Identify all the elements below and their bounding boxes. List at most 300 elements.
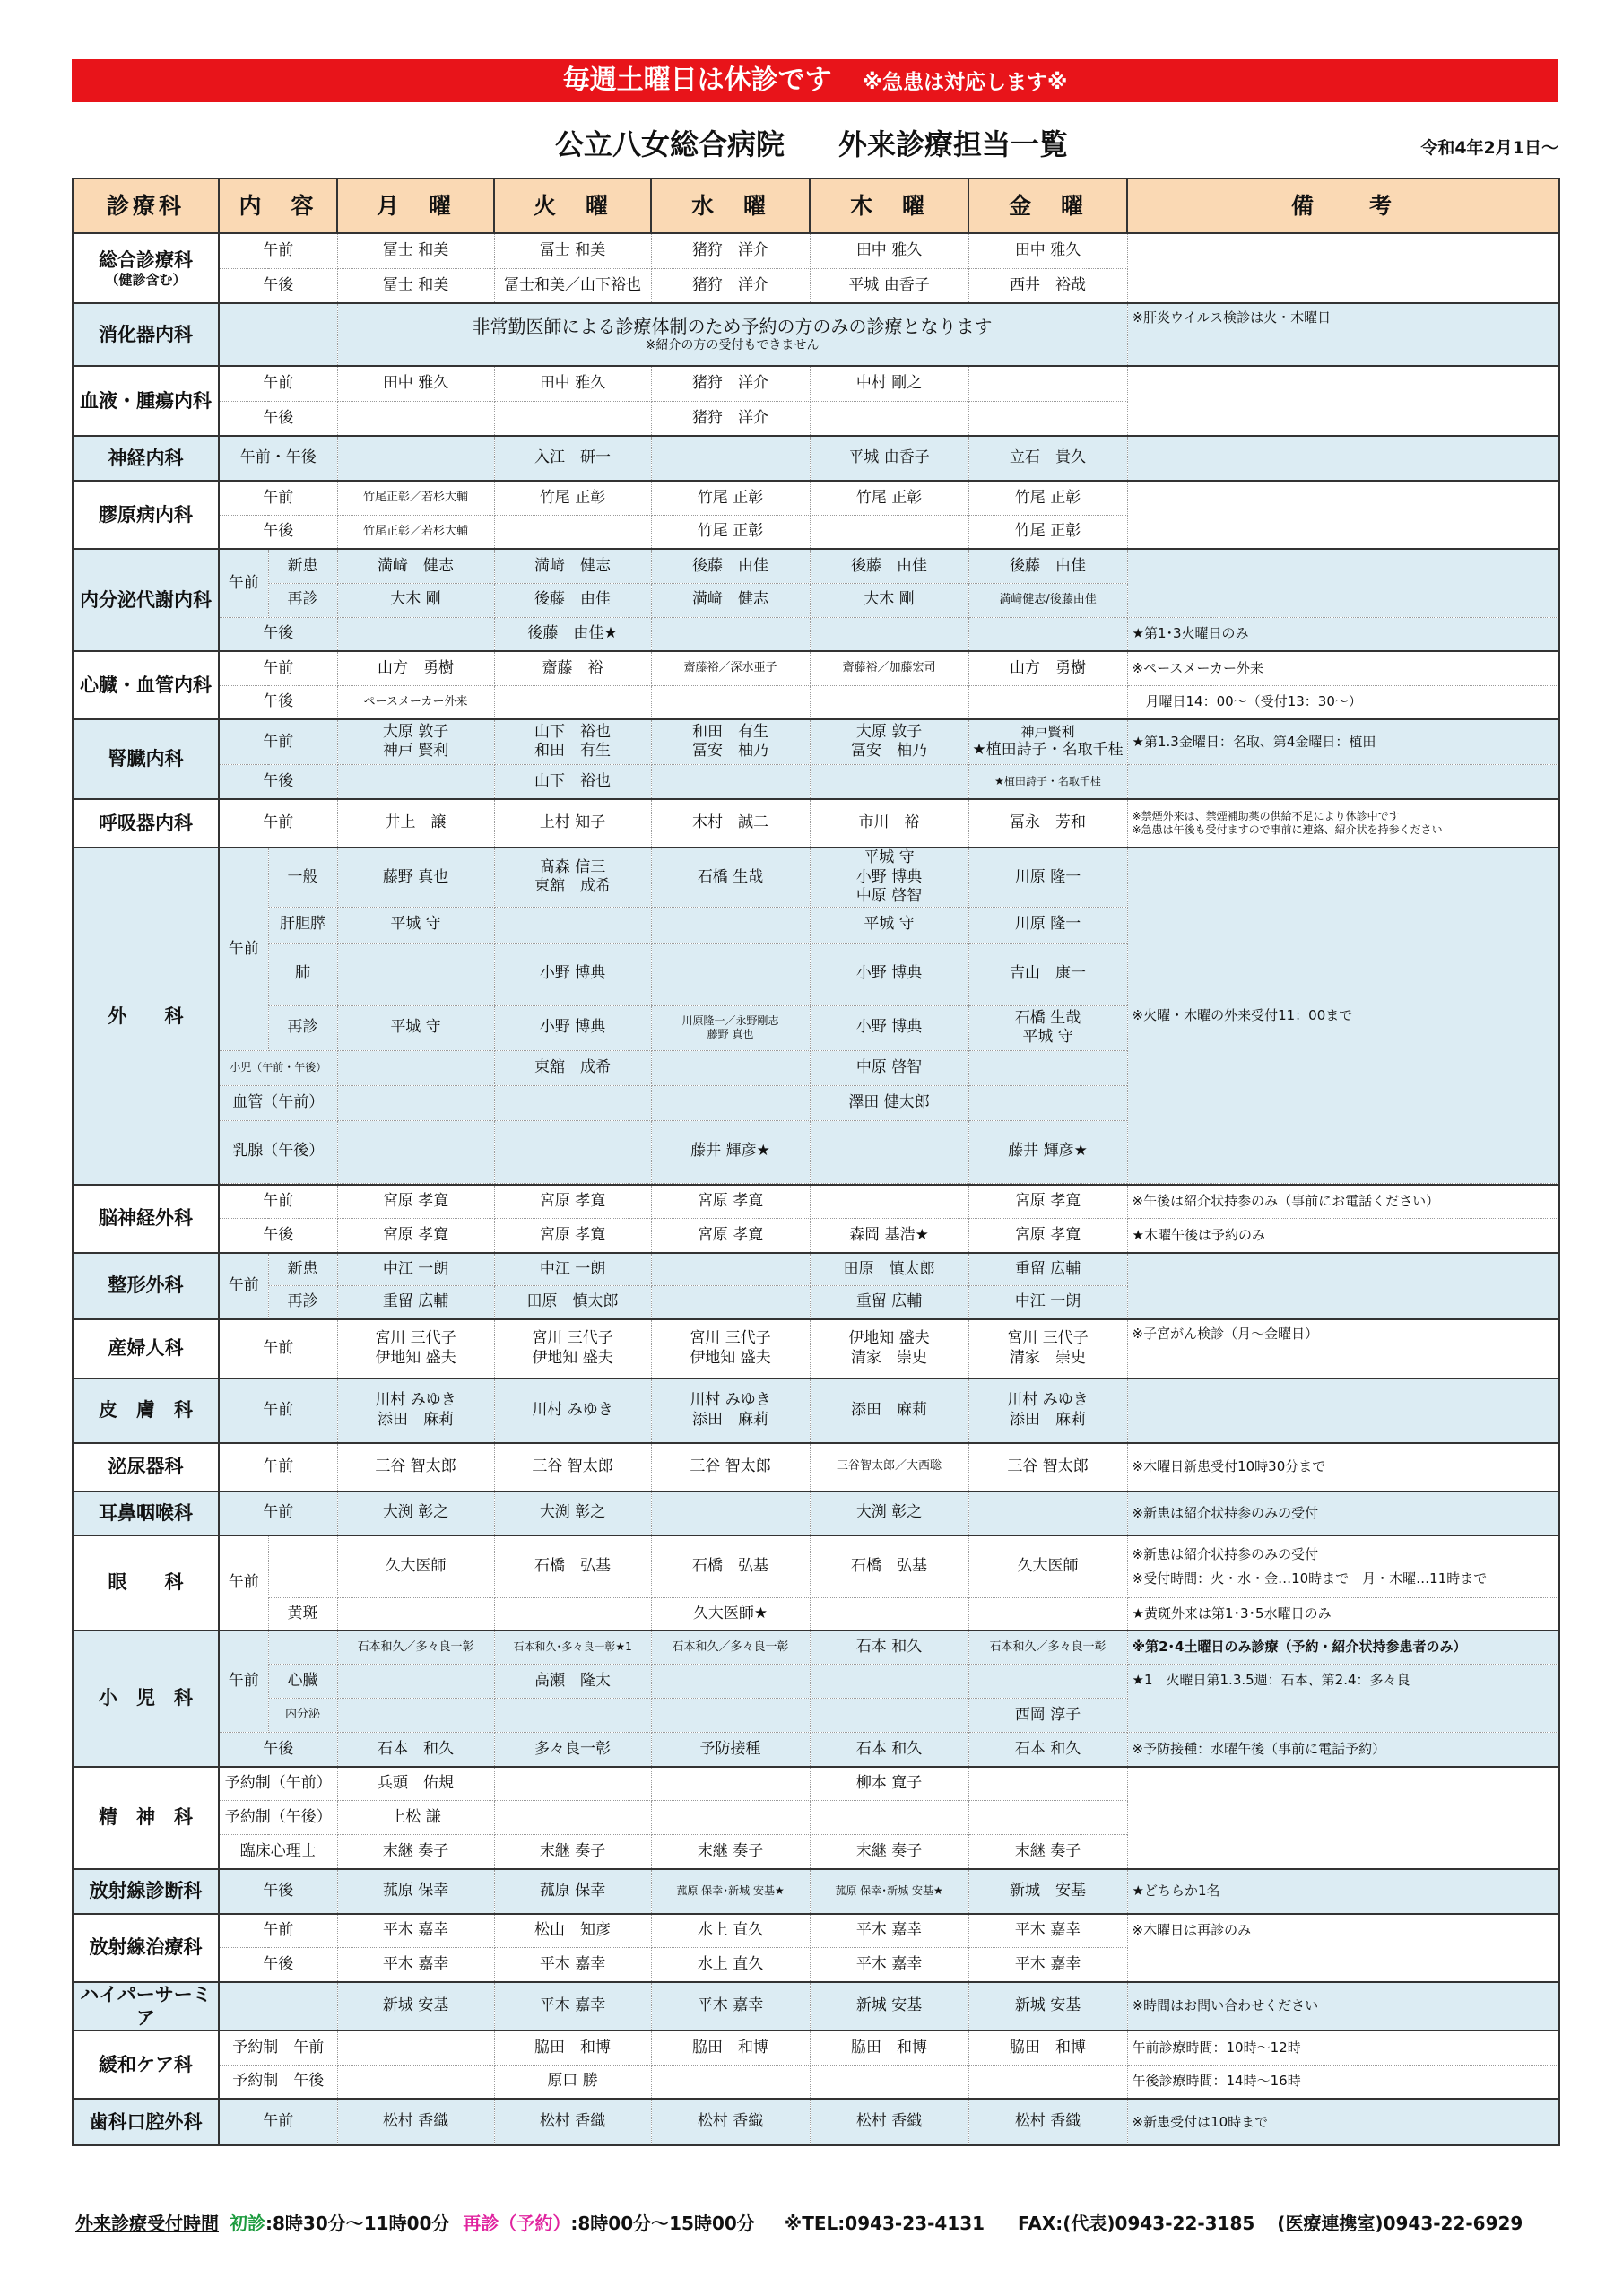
cell: 菰原 保幸･新城 安基★ [651, 1869, 810, 1914]
cell: 宮原 孝寛 [651, 1185, 810, 1219]
cell: 宮原 孝寛 [968, 1185, 1127, 1219]
cell: 中江 一朗 [494, 1253, 651, 1286]
cell: 川原 隆一 [968, 907, 1127, 943]
remarks [1127, 481, 1559, 549]
cell: 竹尾 正彰 [810, 481, 968, 515]
cell: 菰原 保幸 [494, 1869, 651, 1914]
cell [968, 366, 1127, 401]
table-row [73, 481, 1559, 515]
sub-cell: 再診 [268, 583, 337, 617]
cell: 三谷 智太郎 [494, 1443, 651, 1492]
cell: 川村 みゆき 添田 麻莉 [968, 1378, 1127, 1443]
cell: 中原 啓智 [810, 1050, 968, 1085]
cell: 満﨑 健志 [494, 549, 651, 583]
dept-name: 呼吸器内科 [73, 799, 219, 848]
cell: 末継 奏子 [968, 1835, 1127, 1869]
cell: 田原 慎太郎 [494, 1286, 651, 1319]
cell: 菰原 保幸 [337, 1869, 494, 1914]
cell: 竹尾正彰／若杉大輔 [337, 515, 494, 549]
cell: 菰原 保幸･新城 安基★ [810, 1869, 968, 1914]
cell: 竹尾正彰／若杉大輔 [337, 481, 494, 515]
remarks [1127, 1253, 1559, 1319]
dept-name: 耳鼻咽喉科 [73, 1492, 219, 1535]
time-cell: 午後 [219, 1219, 337, 1253]
cell: 山方 勇樹 [337, 651, 494, 685]
cell: 満﨑 健志 [337, 549, 494, 583]
time-cell: 午前 [219, 1631, 268, 1733]
time-cell: 午前 [219, 1319, 337, 1378]
cell: 石橋 弘基 [810, 1535, 968, 1598]
remarks [1127, 1767, 1559, 1869]
cell: 脇田 和博 [494, 2031, 651, 2065]
remarks [1127, 764, 1559, 799]
sub-cell: 再診 [268, 1286, 337, 1319]
remarks: ※火曜・木曜の外来受付11：00まで [1127, 848, 1559, 1183]
time-cell: 午前 [219, 366, 337, 401]
remarks [1127, 436, 1559, 481]
cell: 石橋 生哉 平城 守 [968, 1005, 1127, 1050]
dept-name: 内分泌代謝内科 [73, 549, 219, 651]
table-row [73, 233, 1559, 268]
table-row [73, 1219, 1559, 1253]
cell: 多々良一彰 [494, 1733, 651, 1767]
header-row [73, 178, 1559, 233]
table-row [73, 1869, 1559, 1914]
cell: 齋藤裕／加藤宏司 [810, 651, 968, 685]
cell: 田中 雅久 [968, 233, 1127, 268]
schedule-table [72, 178, 1560, 2146]
cell: 石橋 弘基 [651, 1535, 810, 1598]
cell: 松村 香織 [651, 2099, 810, 2145]
remarks [1127, 233, 1559, 303]
cell: ★植田詩子・名取千桂 [968, 764, 1127, 799]
time-cell: 午後 [219, 1733, 337, 1767]
cell: 三谷智太郎／大西聡 [810, 1443, 968, 1492]
cell: 重留 広輔 [337, 1286, 494, 1319]
cell: 大渕 彰之 [494, 1492, 651, 1535]
cell: 久大医師 [337, 1535, 494, 1598]
cell: 大原 敦子 神戸 賢利 [337, 719, 494, 764]
cell: 冨士和美／山下裕也 [494, 268, 651, 303]
dept-name: 外 科 [73, 848, 219, 1185]
cell: 猪狩 洋介 [651, 366, 810, 401]
cell: 原口 勝 [494, 2065, 651, 2099]
reception-footer [75, 2209, 1523, 2235]
remarks: ※午後は紹介状持参のみ（事前にお電話ください） [1127, 1185, 1559, 1219]
cell: 石本和久･多々良一彰★1 [494, 1631, 651, 1665]
remarks [1127, 1378, 1559, 1443]
cell: 市川 裕 [810, 799, 968, 848]
remarks: ※ペースメーカー外来 [1127, 651, 1559, 685]
revisit-time: :8時00分～15時00分 [570, 2213, 755, 2234]
cell: 石本 和久 [810, 1631, 968, 1665]
col-content: 内 容 [219, 178, 337, 233]
cell: 宮原 孝寛 [968, 1219, 1127, 1253]
cell: 山下 裕也 和田 有生 [494, 719, 651, 764]
cell: 山下 裕也 [494, 764, 651, 799]
dept-name: 放射線治療科 [73, 1914, 219, 1982]
dept-name: 眼 科 [73, 1535, 219, 1631]
cell: 末継 奏子 [651, 1835, 810, 1869]
cell: 伊地知 盛夫 清家 崇史 [810, 1319, 968, 1378]
time-cell: 午前 [219, 848, 268, 1050]
cell: 竹尾 正彰 [968, 515, 1127, 549]
cell: 川村 みゆき 添田 麻莉 [651, 1378, 810, 1443]
remarks: 午後診療時間：14時～16時 [1127, 2065, 1559, 2099]
dept-name: 小 児 科 [73, 1631, 219, 1767]
cell: 石本 和久 [968, 1733, 1127, 1767]
table-row [73, 2099, 1559, 2145]
cell: 宮川 三代子 伊地知 盛夫 [494, 1319, 651, 1378]
cell: 冨士 和美 [337, 268, 494, 303]
cell: 平木 嘉幸 [494, 1948, 651, 1982]
time-cell: 午前 [219, 1914, 337, 1948]
cell: 小野 博典 [494, 943, 651, 1005]
time-cell: 乳腺（午後） [219, 1120, 337, 1183]
time-cell: 午前 [219, 233, 337, 268]
cell: 石本 和久 [810, 1733, 968, 1767]
time-cell: 予約制 午前 [219, 2031, 337, 2065]
time-cell: 午前 [219, 1535, 268, 1631]
fax: FAX:(代表)0943-22-3185 [1018, 2213, 1255, 2234]
cell: 石橋 生哉 [651, 848, 810, 907]
time-cell: 午前 [219, 1253, 268, 1319]
table-row [73, 764, 1559, 799]
cell: 齋藤裕／深水亜子 [651, 651, 810, 685]
cell: 平木 嘉幸 [337, 1948, 494, 1982]
cell: 西岡 淳子 [968, 1699, 1127, 1733]
cell: 水上 直久 [651, 1948, 810, 1982]
sub-cell: 新患 [268, 1253, 337, 1286]
cell: 石本和久／多々良一彰 [968, 1631, 1127, 1665]
cell: 後藤 由佳★ [494, 617, 651, 651]
table-row [73, 366, 1559, 401]
cell: 平木 嘉幸 [494, 1982, 651, 2031]
shoka-notice: 非常勤医師による診療体制のため予約の方のみの診療となります ※紹介の方の受付もできません [337, 303, 1127, 366]
table-row [73, 1982, 1559, 2031]
remarks: ※時間はお問い合わせください [1127, 1982, 1559, 2031]
table-row [73, 436, 1559, 481]
cell: ペースメーカー外来 [337, 685, 494, 719]
table-row [73, 2031, 1559, 2065]
table-row [73, 303, 1559, 366]
cell: 松村 香織 [494, 2099, 651, 2145]
time-cell: 午後 [219, 515, 337, 549]
cell: 上村 知子 [494, 799, 651, 848]
time-cell: 午前 [219, 549, 268, 617]
cell: 宮川 三代子 清家 崇史 [968, 1319, 1127, 1378]
remarks: ※新患は紹介状持参のみの受付 ※受付時間：火・水・金…10時まで 月・木曜…11時まで [1127, 1535, 1559, 1598]
cell: 平城 由香子 [810, 436, 968, 481]
cell: 大原 敦子 冨安 柚乃 [810, 719, 968, 764]
time-cell: 午後 [219, 1869, 337, 1914]
cell: 平木 嘉幸 [651, 1982, 810, 2031]
cell: 新城 安基 [968, 1869, 1127, 1914]
dept-name: 血液・腫瘍内科 [73, 366, 219, 436]
cell: 田中 雅久 [810, 233, 968, 268]
time-cell: 予約制（午前） [219, 1767, 337, 1801]
dept-name: 泌尿器科 [73, 1443, 219, 1492]
dept-name: ハイパーサーミア [73, 1982, 219, 2031]
col-remarks: 備 考 [1127, 178, 1559, 233]
cell: 満﨑 健志 [651, 583, 810, 617]
cell: 神戸賢利 ★植田詩子・名取千桂 [968, 719, 1127, 764]
table-row [73, 1378, 1559, 1443]
cell: 重留 広輔 [810, 1286, 968, 1319]
cell: 平城 由香子 [810, 268, 968, 303]
cell: 大木 剛 [810, 583, 968, 617]
remarks: ★1 火曜日第1.3.5週：石本、第2.4：多々良 [1127, 1665, 1559, 1733]
cell: 髙森 信三 東舘 成希 [494, 848, 651, 907]
cell: 川原隆一／永野剛志 藤野 真也 [651, 1005, 810, 1050]
cell: 久大医師 [968, 1535, 1127, 1598]
cell: 松村 香織 [810, 2099, 968, 2145]
table-row [73, 1492, 1559, 1535]
cell: 冨士 和美 [494, 233, 651, 268]
cell: 石本和久／多々良一彰 [651, 1631, 810, 1665]
cell: 水上 直久 [651, 1914, 810, 1948]
sub-cell: 肺 [268, 943, 337, 1005]
remarks: ※子宮がん検診（月～金曜日） [1127, 1319, 1559, 1378]
cell: 小野 博典 [494, 1005, 651, 1050]
table-row [73, 1443, 1559, 1492]
tel: ※TEL:0943-23-4131 [784, 2213, 985, 2234]
cell: 澤田 健太郎 [810, 1085, 968, 1120]
cell: 齋藤 裕 [494, 651, 651, 685]
time-cell: 午前 [219, 651, 337, 685]
remarks: ※肝炎ウイルス検診は火・木曜日 [1127, 303, 1559, 366]
table-row [73, 1185, 1559, 1219]
time-cell: 午後 [219, 1948, 337, 1982]
cell: 後藤 由佳 [651, 549, 810, 583]
col-wed: 水 曜 [651, 178, 810, 233]
cell: 山方 勇樹 [968, 651, 1127, 685]
sub-cell: 一般 [268, 848, 337, 907]
cell: 石本 和久 [337, 1733, 494, 1767]
time-cell: 午後 [219, 617, 337, 651]
remarks: 午前診療時間：10時～12時 [1127, 2031, 1559, 2065]
table-row [73, 617, 1559, 651]
cell: 川村 みゆき 添田 麻莉 [337, 1378, 494, 1443]
time-cell [219, 303, 337, 366]
time-cell: 午後 [219, 268, 337, 303]
table-row [73, 651, 1559, 685]
cell: 平木 嘉幸 [968, 1914, 1127, 1948]
time-cell: 午前 [219, 719, 337, 764]
dept-name: 総合診療科 （健診含む） [73, 233, 219, 303]
cell: 後藤 由佳 [968, 549, 1127, 583]
effective-date: 令和4年2月1日～ [1420, 138, 1558, 158]
cell: 末継 奏子 [337, 1835, 494, 1869]
remarks: ※木曜日は再診のみ [1127, 1914, 1559, 1982]
cell: 平城 守 [337, 907, 494, 943]
cell: 吉山 康一 [968, 943, 1127, 1005]
cell: 久大医師★ [651, 1598, 810, 1631]
cell: 西井 裕哉 [968, 268, 1127, 303]
cell: 森岡 基浩★ [810, 1219, 968, 1253]
dept-name: 整形外科 [73, 1253, 219, 1319]
time-cell: 午後 [219, 401, 337, 436]
dept-name: 神経内科 [73, 436, 219, 481]
cell: 脇田 和博 [810, 2031, 968, 2065]
time-cell: 午後 [219, 764, 337, 799]
time-cell: 午前 [219, 1378, 337, 1443]
sub-cell: 再診 [268, 1005, 337, 1050]
cell: 添田 麻莉 [810, 1378, 968, 1443]
time-cell: 臨床心理士 [219, 1835, 337, 1869]
cell: 立石 貴久 [968, 436, 1127, 481]
first-visit-time: :8時30分～11時00分 [265, 2213, 450, 2234]
cell: 三谷 智太郎 [651, 1443, 810, 1492]
cell: 新城 安基 [337, 1982, 494, 2031]
first-visit-label: 初診 [230, 2213, 265, 2234]
cell: 宮原 孝寛 [337, 1185, 494, 1219]
cell: 脇田 和博 [651, 2031, 810, 2065]
dept-name: 皮 膚 科 [73, 1378, 219, 1443]
table-row [73, 719, 1559, 764]
cell: 和田 有生 冨安 柚乃 [651, 719, 810, 764]
cell: 松村 香織 [337, 2099, 494, 2145]
sub-cell: 内分泌 [268, 1699, 337, 1733]
table-row [73, 1767, 1559, 1801]
cell: 後藤 由佳 [494, 583, 651, 617]
table-row [73, 2065, 1559, 2099]
dept-name: 腎臓内科 [73, 719, 219, 799]
time-cell: 血管（午前） [219, 1085, 337, 1120]
sub-cell: 黄斑 [268, 1598, 337, 1631]
table-row [73, 1598, 1559, 1631]
sub-cell: 肝胆膵 [268, 907, 337, 943]
time-cell: 午前 [219, 799, 337, 848]
revisit-label: 再診（予約） [463, 2213, 571, 2234]
cell: 大渕 彰之 [810, 1492, 968, 1535]
cell: 田中 雅久 [494, 366, 651, 401]
cell: 末継 奏子 [494, 1835, 651, 1869]
cell: 藤野 真也 [337, 848, 494, 907]
table-row [73, 685, 1559, 719]
col-mon: 月 曜 [337, 178, 494, 233]
cell: 藤井 輝彦★ [651, 1120, 810, 1183]
remarks: 月曜日14：00～（受付13：30～） [1127, 685, 1559, 719]
table-row [73, 848, 1559, 907]
cell: 冨士 和美 [337, 233, 494, 268]
cell: 川原 隆一 [968, 848, 1127, 907]
dept-name: 膠原病内科 [73, 481, 219, 549]
remarks [1127, 549, 1559, 617]
table-row [73, 799, 1559, 848]
table-row [73, 1733, 1559, 1767]
remarks [1127, 366, 1559, 436]
table-row [73, 1253, 1559, 1286]
cell: 平木 嘉幸 [337, 1914, 494, 1948]
dept-name: 消化器内科 [73, 303, 219, 366]
cell: 大渕 彰之 [337, 1492, 494, 1535]
cell: 平城 守 [810, 907, 968, 943]
time-cell: 午後 [219, 685, 337, 719]
cell: 宮原 孝寛 [494, 1185, 651, 1219]
table-row [73, 1319, 1559, 1378]
cell: 新城 安基 [968, 1982, 1127, 2031]
time-cell: 予約制（午後） [219, 1801, 337, 1835]
time-cell: 午前 [219, 481, 337, 515]
cell: 脇田 和博 [968, 2031, 1127, 2065]
cell: 川村 みゆき [494, 1378, 651, 1443]
cell: 平城 守 [337, 1005, 494, 1050]
cell: 上松 謙 [337, 1801, 494, 1835]
cell: 中江 一朗 [968, 1286, 1127, 1319]
cell: 小野 博典 [810, 1005, 968, 1050]
remarks: ★第1･3火曜日のみ [1127, 617, 1559, 651]
cell: 東舘 成希 [494, 1050, 651, 1085]
cell: 平木 嘉幸 [810, 1914, 968, 1948]
cell: 松村 香織 [968, 2099, 1127, 2145]
time-cell: 予約制 午後 [219, 2065, 337, 2099]
remarks: ★木曜午後は予約のみ [1127, 1219, 1559, 1253]
cell: 田中 雅久 [337, 366, 494, 401]
table-row [73, 1914, 1559, 1948]
cell: 冨永 芳和 [968, 799, 1127, 848]
dept-name: 心臓・血管内科 [73, 651, 219, 719]
cell: 平城 守 小野 博典 中原 啓智 [810, 848, 968, 907]
cell: 重留 広輔 [968, 1253, 1127, 1286]
cell: 石本和久／多々良一彰 [337, 1631, 494, 1665]
cell: 末継 奏子 [810, 1835, 968, 1869]
time-cell [219, 1982, 337, 2031]
cell: 宮川 三代子 伊地知 盛夫 [337, 1319, 494, 1378]
time-cell: 午前・午後 [219, 436, 337, 481]
table-row [73, 1665, 1559, 1699]
cell: 後藤 由佳 [810, 549, 968, 583]
footer-label: 外来診療受付時間 [75, 2213, 219, 2234]
renkei-tel: (医療連携室)0943-22-6929 [1277, 2213, 1523, 2234]
doc-title: 外来診療担当一覧 [838, 127, 1069, 161]
cell: 田原 慎太郎 [810, 1253, 968, 1286]
cell: 竹尾 正彰 [651, 481, 810, 515]
dept-name: 歯科口腔外科 [73, 2099, 219, 2145]
cell: 宮原 孝寛 [494, 1219, 651, 1253]
col-fri: 金 曜 [968, 178, 1127, 233]
cell: 猪狩 洋介 [651, 401, 810, 436]
cell: 新城 安基 [810, 1982, 968, 2031]
closed-notice-banner [72, 59, 1558, 102]
sub-cell: 心臓 [268, 1665, 337, 1699]
remarks: ※禁煙外来は、禁煙補助薬の供給不足により休診中です ※急患は午後も受付ますので事前に連絡、紹介状を持参ください [1127, 799, 1559, 848]
cell: 猪狩 洋介 [651, 268, 810, 303]
cell: 竹尾 正彰 [494, 481, 651, 515]
cell: 三谷 智太郎 [337, 1443, 494, 1492]
cell: 柳本 寛子 [810, 1767, 968, 1801]
col-dept: 診療科 [73, 178, 219, 233]
cell: 大木 剛 [337, 583, 494, 617]
time-cell: 午前 [219, 2099, 337, 2145]
cell: 藤井 輝彦★ [968, 1120, 1127, 1183]
banner-main: 毎週土曜日は休診です [562, 65, 832, 96]
cell: 宮原 孝寛 [651, 1219, 810, 1253]
hospital-name: 公立八女総合病院 [554, 127, 785, 161]
time-cell: 午前 [219, 1185, 337, 1219]
time-cell: 午前 [219, 1443, 337, 1492]
remarks: ※新患は紹介状持参のみの受付 [1127, 1492, 1559, 1535]
cell: 井上 譲 [337, 799, 494, 848]
time-cell: 小児（午前・午後） [219, 1050, 337, 1085]
remarks: ※予防接種：水曜午後（事前に電話予約） [1127, 1733, 1559, 1767]
table-row [73, 1631, 1559, 1665]
dept-name: 緩和ケア科 [73, 2031, 219, 2099]
remarks: ★第1.3金曜日：名取、第4金曜日：植田 [1127, 719, 1559, 764]
cell: 石橋 弘基 [494, 1535, 651, 1598]
cell: 中江 一朗 [337, 1253, 494, 1286]
remarks: ★黄斑外来は第1･3･5水曜日のみ [1127, 1598, 1559, 1631]
